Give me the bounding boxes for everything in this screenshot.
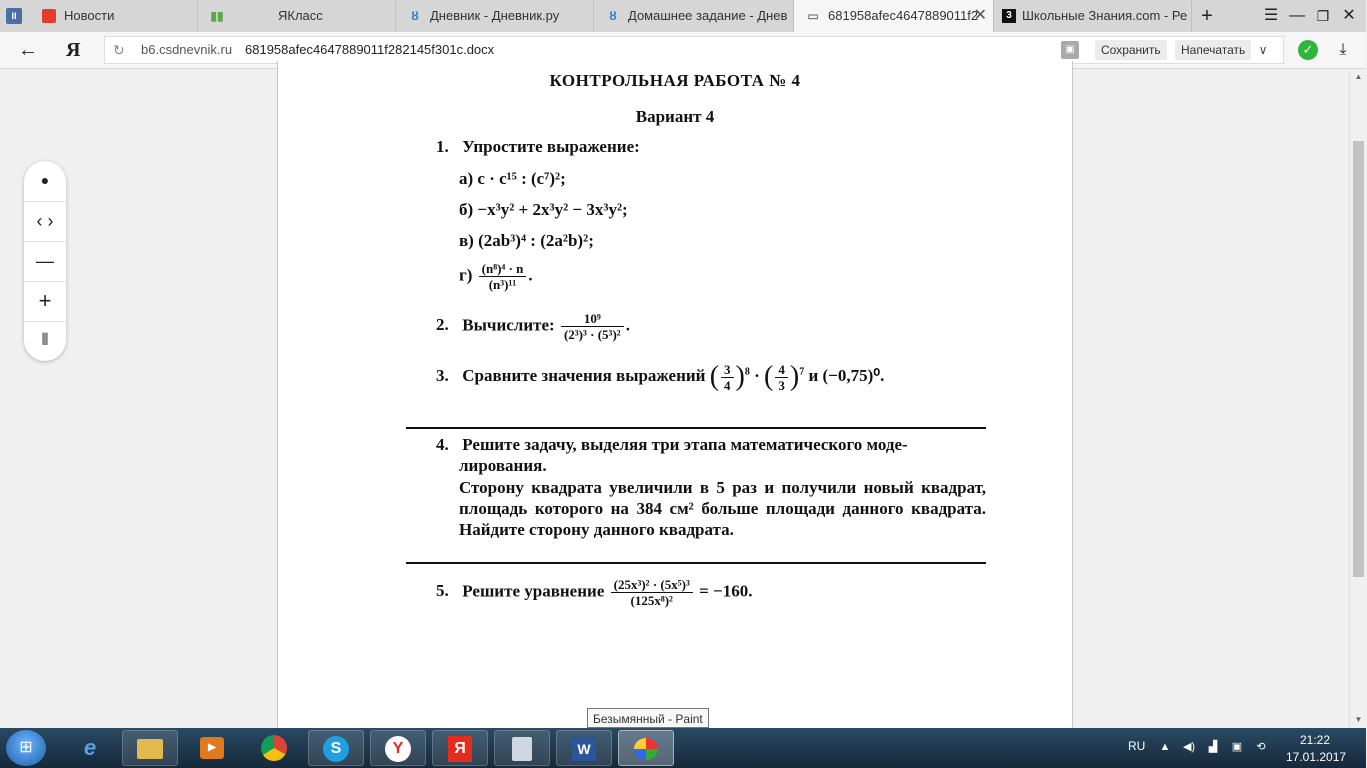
- start-button[interactable]: ⊞: [6, 730, 46, 766]
- tab-label: 681958afec4647889011f2: [828, 8, 979, 23]
- fraction-denominator: (2³)³ · (5³)²: [563, 327, 621, 342]
- task-text: Вычислите:: [462, 315, 555, 335]
- task-1a: а) c · c¹⁵ : (c⁷)²;: [459, 169, 566, 188]
- task-text: Упростите выражение:: [462, 137, 640, 156]
- task-text: Сравните значения выражений: [462, 365, 706, 385]
- task-1c: в) (2ab³)⁴ : (2a²b)²;: [459, 231, 594, 250]
- chrome-icon[interactable]: [246, 730, 302, 766]
- punctuation: .: [528, 265, 533, 285]
- new-tab-icon[interactable]: +: [1201, 5, 1213, 27]
- scroll-thumb[interactable]: [1353, 141, 1364, 577]
- tab-novosti[interactable]: [30, 0, 198, 32]
- document-icon: ▭: [807, 9, 819, 23]
- checkmark-icon[interactable]: ✓: [1298, 40, 1318, 60]
- task-2: [436, 311, 630, 342]
- scrollbar[interactable]: [1349, 69, 1367, 728]
- task-number: 1.: [436, 137, 449, 156]
- print-button[interactable]: Напечатать: [1175, 40, 1251, 60]
- fraction-denominator: (n³)¹¹: [488, 277, 517, 292]
- media-player-icon[interactable]: ▶: [184, 730, 240, 766]
- tabs-panel-icon[interactable]: II: [6, 8, 22, 24]
- tab-znanija[interactable]: [994, 0, 1192, 32]
- yaklass-icon: ▮▮: [210, 9, 224, 23]
- yandex-logo-icon[interactable]: Я: [66, 39, 81, 61]
- tab-homework[interactable]: [594, 0, 794, 32]
- word-icon[interactable]: W: [556, 730, 612, 766]
- fraction-numerator: 4: [775, 362, 788, 378]
- conjunction: и: [808, 365, 819, 385]
- minimize-icon[interactable]: —: [1289, 7, 1305, 24]
- dnevnik-icon: ȣ: [411, 9, 419, 23]
- divider: [406, 427, 986, 429]
- zoom-panel: [24, 161, 66, 361]
- tooltip: Безымянный - Paint: [587, 708, 709, 728]
- task-number: 2.: [436, 315, 449, 335]
- fraction-numerator: (n⁸)⁴ · n: [479, 261, 527, 277]
- fraction: [479, 261, 527, 292]
- language-indicator[interactable]: RU: [1128, 739, 1146, 753]
- url-domain: b6.csdnevnik.ru: [141, 42, 233, 57]
- task-text: Решите уравнение: [462, 581, 605, 601]
- zoom-in-icon[interactable]: +: [24, 281, 66, 320]
- fraction-numerator: 3: [721, 362, 734, 378]
- document-title: КОНТРОЛЬНАЯ РАБОТА № 4: [549, 71, 801, 90]
- dot-icon[interactable]: ●: [40, 172, 50, 188]
- taskbar: [0, 728, 1366, 768]
- url-field[interactable]: [104, 36, 1284, 64]
- prev-next-icon[interactable]: ‹ ›: [24, 201, 66, 240]
- task-4-continuation: лирования.: [459, 456, 547, 475]
- reload-icon[interactable]: ↻: [113, 42, 125, 58]
- save-button[interactable]: Сохранить: [1095, 40, 1167, 60]
- punctuation: .: [625, 315, 630, 335]
- skype-icon[interactable]: S: [308, 730, 364, 766]
- fraction: [611, 577, 693, 608]
- tab-bar: [0, 0, 1366, 32]
- task-1d: [459, 261, 533, 292]
- clock-time[interactable]: 21:22: [1300, 733, 1331, 747]
- yandex-icon[interactable]: Y: [370, 730, 426, 766]
- document-variant: Вариант 4: [635, 107, 715, 126]
- explorer-icon[interactable]: [122, 730, 178, 766]
- task-4-problem: Сторону квадрата увеличили в 5 раз и получили новый квадрат, площадь которого на 384 см² больше площади данного квадрата. Найдите сторону данного квадрата.: [459, 478, 986, 539]
- dnevnik-icon: ȣ: [609, 9, 617, 23]
- fraction-denominator: (125x⁸)²: [630, 593, 673, 608]
- chevron-down-icon[interactable]: ∨: [1258, 43, 1268, 57]
- scroll-up-icon[interactable]: ▲: [1354, 72, 1363, 81]
- tab-label: Школьные Знания.com - Ре: [1022, 8, 1188, 23]
- sub-label: г): [459, 265, 473, 285]
- network-icon[interactable]: ▟: [1208, 741, 1218, 753]
- task-number: 4.: [436, 435, 449, 454]
- task-1b: б) −x³y² + 2x³y² − 3x³y²;: [459, 200, 628, 219]
- yandex-browser-icon[interactable]: Я: [432, 730, 488, 766]
- exponent: 7: [799, 366, 805, 378]
- action-center-icon[interactable]: ▣: [1231, 741, 1243, 753]
- sync-icon[interactable]: ⟲: [1256, 741, 1266, 753]
- task-text: Решите задачу, выделяя три этапа математического моде-: [462, 435, 908, 454]
- tab-label: Новости: [64, 8, 115, 23]
- task-number: 3.: [436, 365, 449, 385]
- zoom-out-icon[interactable]: —: [24, 241, 66, 280]
- download-icon[interactable]: ⤓: [1339, 41, 1347, 58]
- fraction-numerator: 10⁹: [561, 311, 624, 327]
- task-1: [436, 137, 640, 157]
- tab-label: ЯКласс: [278, 8, 323, 23]
- znanija-icon: 3: [1002, 9, 1016, 23]
- task-5: [436, 577, 752, 608]
- document-page: [277, 61, 1073, 741]
- document-viewer: [0, 69, 1366, 728]
- divider: [406, 562, 986, 564]
- paint-icon[interactable]: [618, 730, 674, 766]
- fraction: [721, 362, 734, 393]
- menu-icon[interactable]: ☰: [1263, 7, 1279, 24]
- fraction: [775, 362, 788, 393]
- ie-icon[interactable]: e: [83, 735, 97, 760]
- fit-page-icon[interactable]: ⫴: [24, 321, 66, 360]
- fraction-denominator: 4: [724, 377, 731, 393]
- tab-document[interactable]: [794, 0, 994, 32]
- clock-date[interactable]: 17.01.2017: [1286, 750, 1347, 764]
- fraction-numerator: (25x³)² · (5x⁵)³: [611, 577, 693, 593]
- task-number: 5.: [436, 581, 449, 601]
- restore-icon[interactable]: ❐: [1316, 8, 1330, 24]
- url-path: 681958afec4647889011f282145f301c.docx: [245, 42, 495, 57]
- calculator-icon[interactable]: [494, 730, 550, 766]
- task-3: 3. Сравните значения выражений ( $\frac{3}{4}$ )$^8$ · ( $\frac{4}{3}$ )$^7$ и (−0,75)⁰.: [436, 361, 885, 393]
- lock-icon[interactable]: ▣: [1061, 41, 1079, 59]
- tab-label: Домашнее задание - Днев: [628, 8, 788, 23]
- yandex-news-icon: [42, 9, 56, 23]
- close-icon[interactable]: ✕: [973, 7, 987, 24]
- tab-label: Дневник - Дневник.ру: [430, 8, 560, 23]
- task-4: [436, 435, 908, 455]
- scroll-down-icon[interactable]: ▼: [1354, 715, 1363, 724]
- fraction: [561, 311, 624, 342]
- volume-icon[interactable]: ◀): [1182, 741, 1196, 753]
- tray-arrow-icon[interactable]: ▲: [1159, 741, 1171, 753]
- tab-yaklass[interactable]: [198, 0, 396, 32]
- expression: (−0,75)⁰.: [822, 365, 885, 385]
- exponent: 8: [744, 366, 750, 378]
- tab-dnevnik[interactable]: [396, 0, 594, 32]
- back-arrow-icon[interactable]: ←: [18, 39, 38, 61]
- equation-rhs: = −160.: [699, 581, 753, 601]
- close-window-icon[interactable]: ✕: [1342, 7, 1356, 24]
- fraction-denominator: 3: [778, 377, 785, 393]
